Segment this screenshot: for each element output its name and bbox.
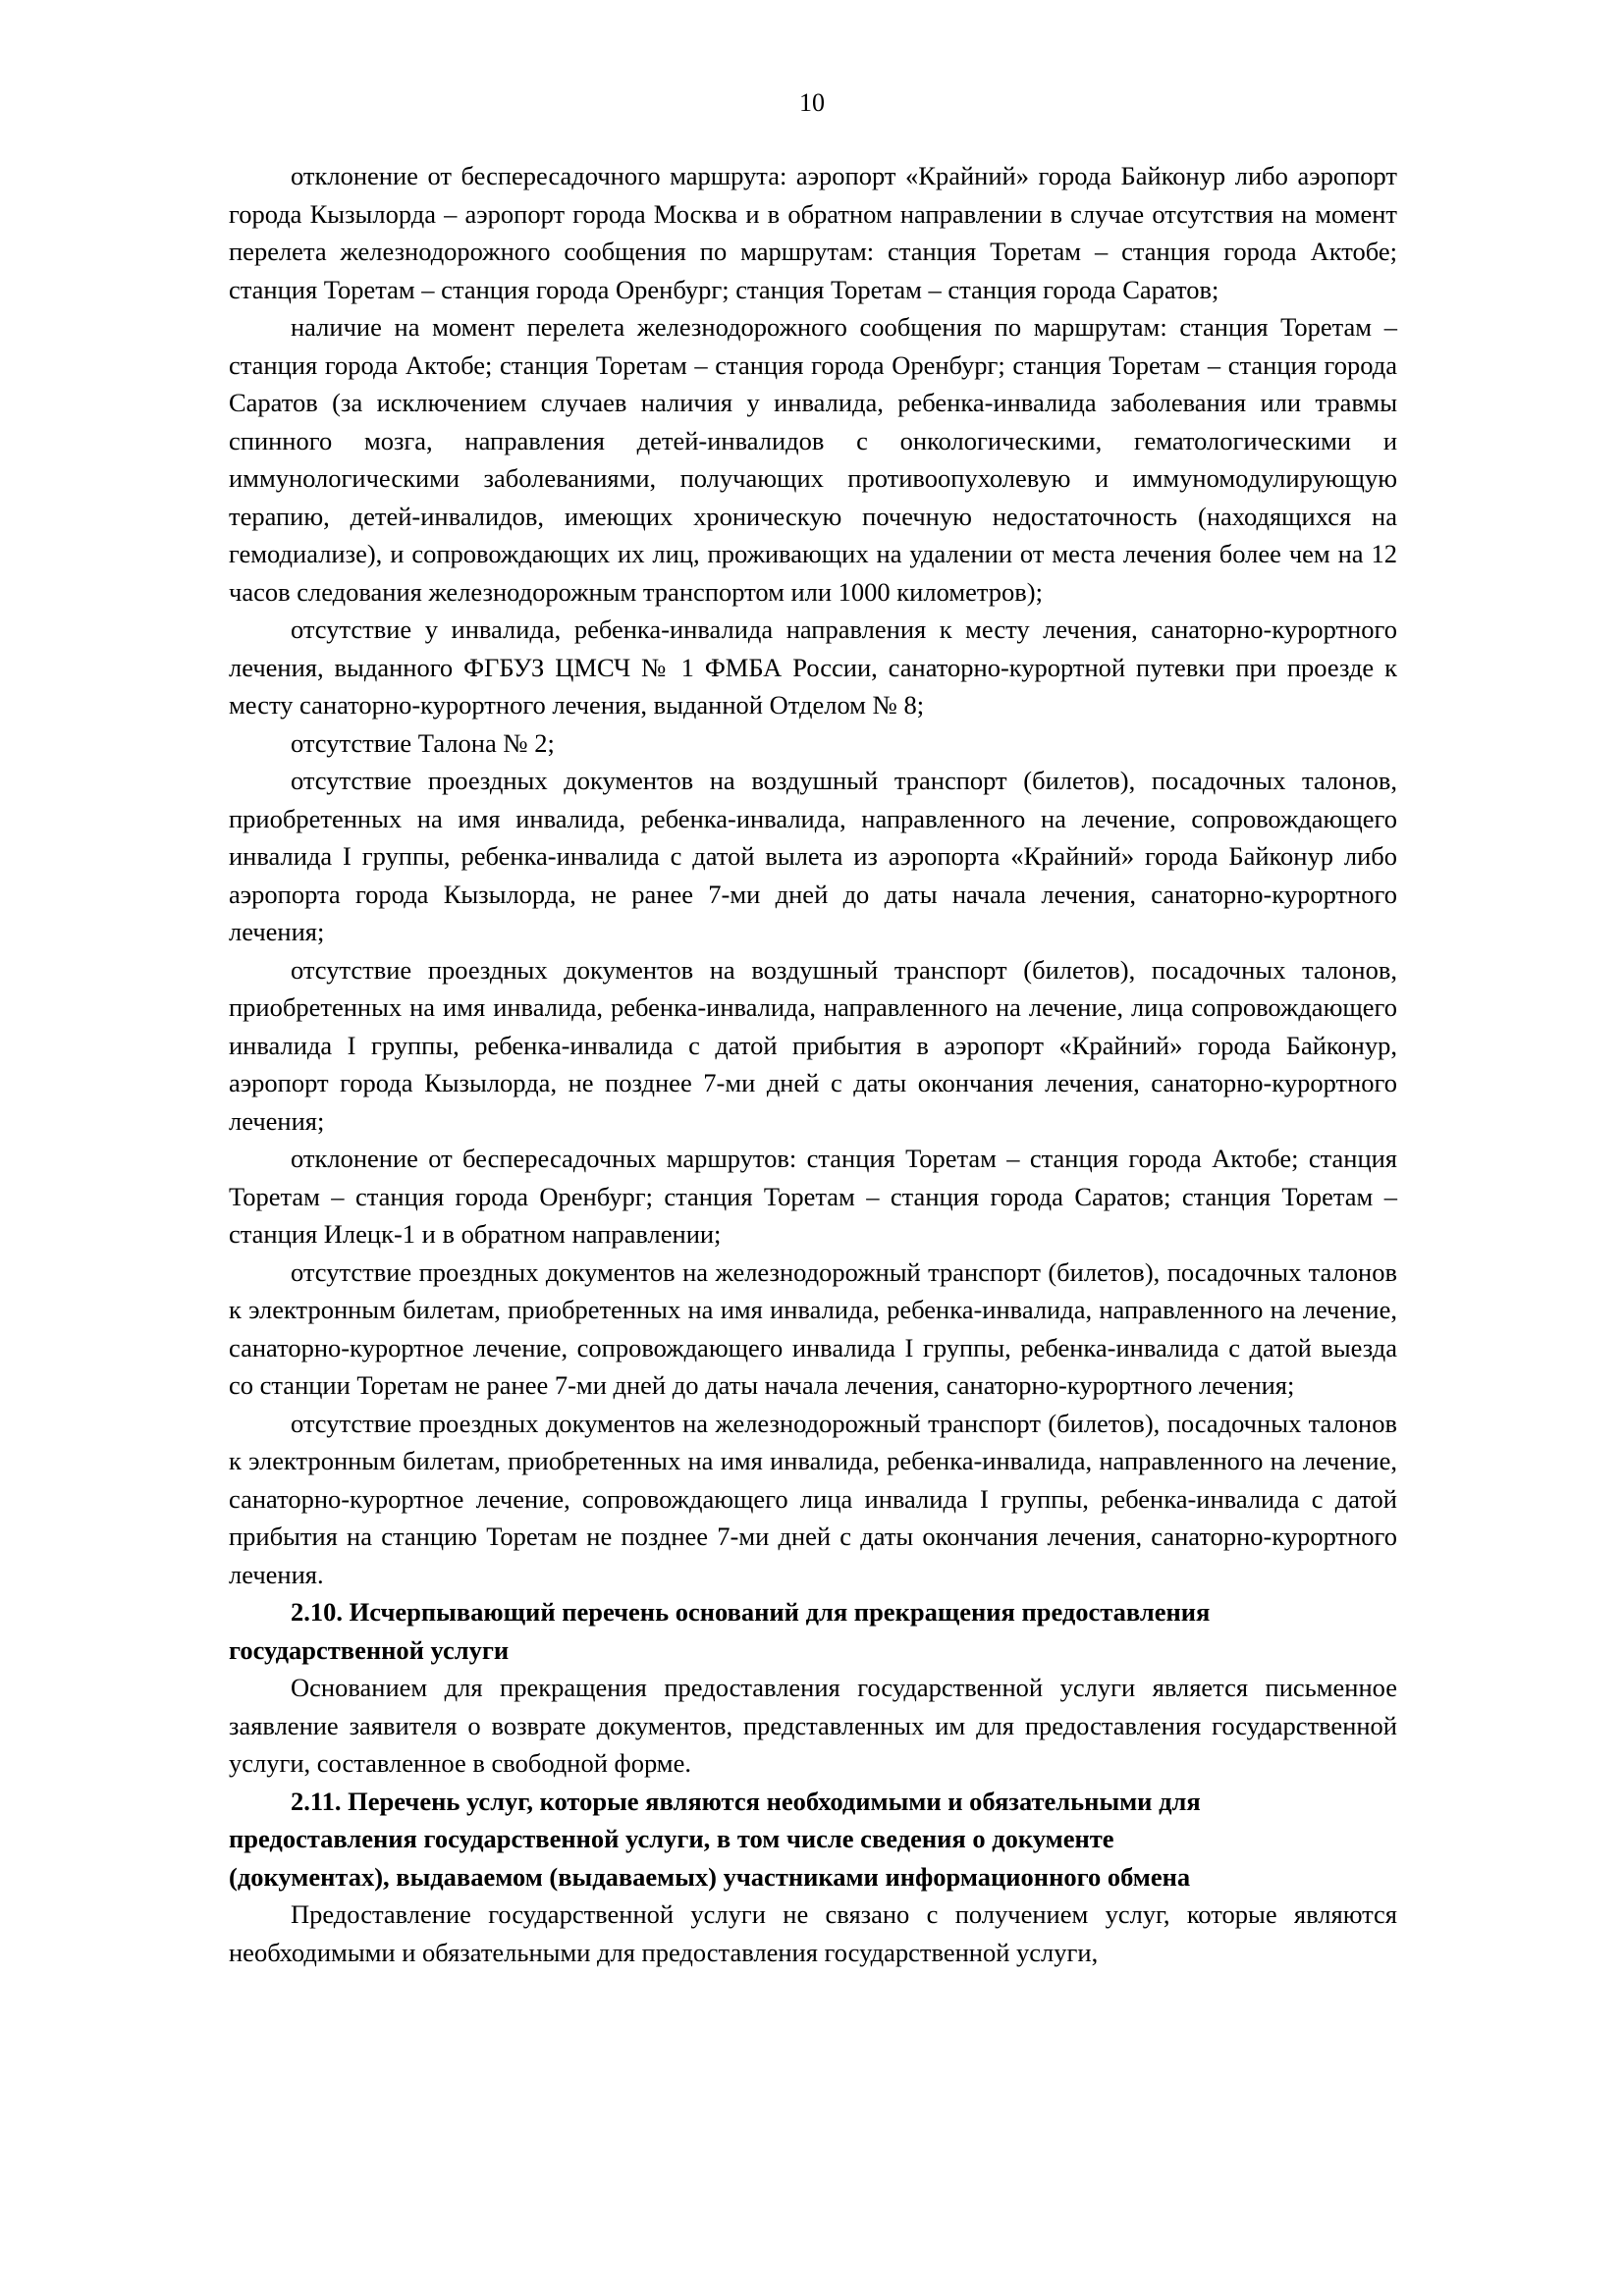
paragraph: отсутствие проездных документов на воздушный транспорт (билетов), посадочных талонов, приобретенных на имя инвалида, ребенка-инвалида, направленного на лечение, сопровождающего инвалида I группы, ребенка-инвалида с датой вылета из аэропорта «Крайний» города Байконур либо аэропорта города Кызылорда, не ранее 7-ми дней до даты начала лечения, санаторно-курортного лечения; [229,766,1397,946]
document-body [229,157,1397,1971]
section-heading-2-11: 2.11. Перечень услуг, которые являются необходимыми и обязательными для [291,1786,1201,1816]
section-heading-2-10: 2.10. Исчерпывающий перечень оснований для прекращения предоставления [291,1597,1211,1627]
paragraph: отсутствие у инвалида, ребенка-инвалида направления к месту лечения, санаторно-курортного лечения, выданного ФГБУЗ ЦМСЧ № 1 ФМБА России, санаторно-курортной путевки при проезде к месту санаторно-курортного лечения, выданной Отделом № 8; [229,614,1397,720]
paragraph: отсутствие проездных документов на железнодорожный транспорт (билетов), посадочных талонов к электронным билетам, приобретенных на имя инвалида, ребенка-инвалида, направленного на лечение, санаторно-курортное лечение, сопровождающего инвалида I группы, ребенка-инвалида с датой выезда со станции Торетам не ранее 7-ми дней до даты начала лечения, санаторно-курортного лечения; [229,1256,1397,1400]
paragraph: наличие на момент перелета железнодорожного сообщения по маршрутам: станция Торетам – станция города Актобе; станция Торетам – станция города Оренбург; станция Торетам – станция города Саратов (за исключением случаев наличия у инвалида, ребенка-инвалида заболевания или травмы спинного мозга, направления детей-инвалидов с онкологическими, гематологическими и иммунологическими заболеваниями, получающих противоопухолевую и иммуномодулирующую терапию, детей-инвалидов, имеющих хроническую почечную недостаточность (находящихся на гемодиализе), и сопровождающих их лиц, проживающих на удалении от места лечения более чем на 12 часов следования железнодорожным транспортом или 1000 километров); [229,312,1397,607]
paragraph: отсутствие проездных документов на железнодорожный транспорт (билетов), посадочных талонов к электронным билетам, приобретенных на имя инвалида, ребенка-инвалида, направленного на лечение, санаторно-курортное лечение, сопровождающего лица инвалида I группы, ребенка-инвалида с датой прибытия на станцию Торетам не позднее 7-ми дней с даты окончания лечения, санаторно-курортного лечения. [229,1408,1397,1589]
paragraph: отсутствие Талона № 2; [291,727,555,758]
paragraph: Предоставление государственной услуги не связано с получением услуг, которые являются необходимыми и обязательными для предоставления государственной услуги, [229,1899,1397,1967]
paragraph: отсутствие проездных документов на воздушный транспорт (билетов), посадочных талонов, приобретенных на имя инвалида, ребенка-инвалида, направленного на лечение, лица сопровождающего инвалида I группы, ребенка-инвалида с датой прибытия в аэропорт «Крайний» города Байконур, аэропорт города Кызылорда, не позднее 7-ми дней с даты окончания лечения, санаторно-курортного лечения; [229,954,1397,1136]
section-heading-2-11-continued-1: предоставления государственной услуги, в том числе сведения о документе [229,1824,1114,1853]
section-heading-2-11-continued-2: (документах), выдаваемом (выдаваемых) участниками информационного обмена [229,1861,1191,1892]
section-heading-2-10-continued: государственной услуги [229,1634,510,1665]
page-number: 10 [799,88,825,117]
paragraph: отклонение от беспересадочного маршрута: аэропорт «Крайний» города Байконур либо аэропорт города Кызылорда – аэропорт города Москва и в обратном направлении в случае отсутствия на момент перелета железнодорожного сообщения по маршрутам: станция Торетам – станция города Актобе; станция Торетам – станция города Оренбург; станция Торетам – станция города Саратов; [229,161,1397,304]
paragraph: отклонение от беспересадочных маршрутов: станция Торетам – станция города Актобе; станция Торетам – станция города Оренбург; станция Торетам – станция города Саратов; станция Торетам – станция Илецк-1 и в обратном направлении; [229,1144,1397,1249]
paragraph: Основанием для прекращения предоставления государственной услуги является письменное заявление заявителя о возврате документов, представленных им для предоставления государственной услуги, составленное в свободной форме. [229,1673,1397,1778]
